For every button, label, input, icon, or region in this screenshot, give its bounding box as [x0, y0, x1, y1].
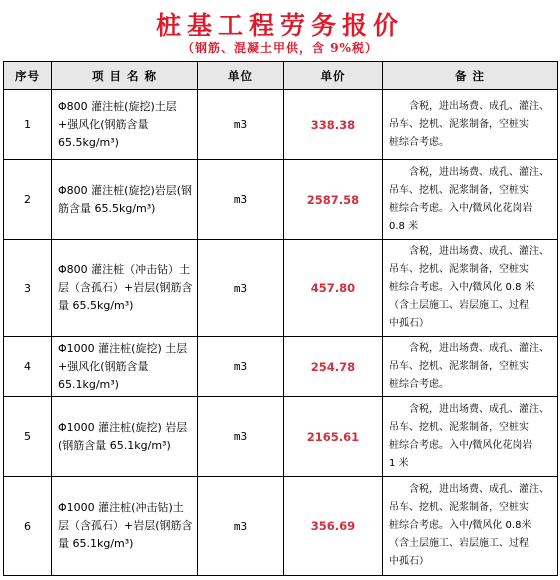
header-unit-price: 单价	[284, 62, 383, 90]
row-item-name: Φ1000 灌注桩(旋挖) 岩层(钢筋含量 65.1kg/m³)	[52, 397, 198, 477]
row-unit: m3	[198, 337, 284, 397]
row-unit-price: 254.78	[284, 337, 383, 397]
page-title: 桩基工程劳务报价	[155, 11, 404, 40]
remarks-line: 0.8 米	[389, 220, 419, 232]
row-index: 1	[4, 90, 52, 160]
remarks-line: 桩综合考虑。入中/微风化 0.8米	[389, 520, 532, 531]
remarks-line: 吊车、挖机、泥浆制备，空桩实	[389, 118, 529, 130]
row-unit-price: 338.38	[284, 90, 383, 160]
row-index: 2	[4, 160, 52, 240]
table-row	[4, 397, 558, 477]
remarks-line: 含税，进出场费、成孔、灌注、	[409, 403, 549, 415]
row-item-name: Φ800 灌注桩(旋挖)土层+强风化(钢筋含量65.5kg/m³)	[52, 90, 198, 160]
table-row	[4, 240, 558, 337]
row-unit: m3	[198, 477, 284, 576]
row-unit: m3	[198, 90, 284, 160]
row-unit: m3	[198, 397, 284, 477]
remarks-line: 桩综合考虑。入中/微风化花岗岩	[389, 439, 533, 451]
quote-table	[3, 61, 558, 576]
remarks-line: 含税，进出场费、成孔、灌注、	[409, 342, 549, 354]
table-row	[4, 160, 558, 240]
row-remarks	[383, 240, 558, 337]
row-remarks	[383, 477, 558, 576]
page-subtitle: （钢筋、混凝土甲供，含 9%税）	[182, 41, 378, 55]
row-item-name: Φ800 灌注桩(旋挖)岩层(钢筋含量 65.5kg/m³)	[52, 160, 198, 240]
header-index: 序号	[4, 62, 52, 90]
row-item-name: Φ1000 灌注桩(冲击钻)土层（含孤石）+岩层(钢筋含量 65.1kg/m³)	[52, 477, 198, 576]
header-unit: 单位	[198, 62, 284, 90]
row-remarks	[383, 397, 558, 477]
row-unit-price: 2165.61	[284, 397, 383, 477]
row-remarks	[383, 160, 558, 240]
row-index: 5	[4, 397, 52, 477]
remarks-line: 吊车、挖机、泥浆制备，空桩实	[389, 264, 529, 275]
header-item-name: 项 目 名 称	[52, 62, 198, 90]
table-row	[4, 337, 558, 397]
remarks-line: 中孤石）	[389, 556, 429, 567]
remarks-line: 中孤石）	[389, 318, 429, 329]
remarks-line: 桩综合考虑。入中/微风化 0.8 米	[389, 282, 535, 293]
remarks-line: 桩综合考虑。入中/微风化花岗岩	[389, 202, 533, 214]
row-item-name: Φ800 灌注桩（冲击钻）土层（含孤石）+岩层(钢筋含量 65.5kg/m³)	[52, 240, 198, 337]
row-unit-price: 2587.58	[284, 160, 383, 240]
remarks-line: 吊车、挖机、泥浆制备，空桩实	[389, 360, 529, 372]
table-row	[4, 90, 558, 160]
remarks-line: 吊车、挖机、泥浆制备，空桩实	[389, 502, 529, 513]
remarks-line: 含税，进出场费、成孔、灌注、	[409, 166, 549, 178]
remarks-line: 吊车、挖机、泥浆制备，空桩实	[389, 421, 529, 433]
remarks-line: 桩综合考虑。	[389, 378, 449, 390]
row-item-name: Φ1000 灌注桩(旋挖) 土层+强风化(钢筋含量65.1kg/m³)	[52, 337, 198, 397]
table-header-row	[4, 62, 558, 90]
remarks-line: （含土层施工、岩层施工、过程	[389, 538, 529, 549]
row-index: 6	[4, 477, 52, 576]
header-remarks: 备 注	[383, 62, 558, 90]
remarks-line: 吊车、挖机、泥浆制备，空桩实	[389, 184, 529, 196]
row-remarks	[383, 90, 558, 160]
row-unit: m3	[198, 240, 284, 337]
remarks-line: （含土层施工、岩层施工、过程	[389, 300, 529, 311]
row-unit-price: 356.69	[284, 477, 383, 576]
row-index: 4	[4, 337, 52, 397]
remarks-line: 桩综合考虑。	[389, 136, 449, 148]
remarks-line: 含税，进出场费、成孔、灌注、	[409, 100, 549, 112]
remarks-line: 1 米	[389, 457, 409, 469]
table-row	[4, 477, 558, 576]
row-unit: m3	[198, 160, 284, 240]
remarks-line: 含税，进出场费、成孔、灌注、	[409, 246, 549, 257]
remarks-line: 含税，进出场费、成孔、灌注、	[409, 484, 549, 495]
row-unit-price: 457.80	[284, 240, 383, 337]
row-remarks	[383, 337, 558, 397]
row-index: 3	[4, 240, 52, 337]
